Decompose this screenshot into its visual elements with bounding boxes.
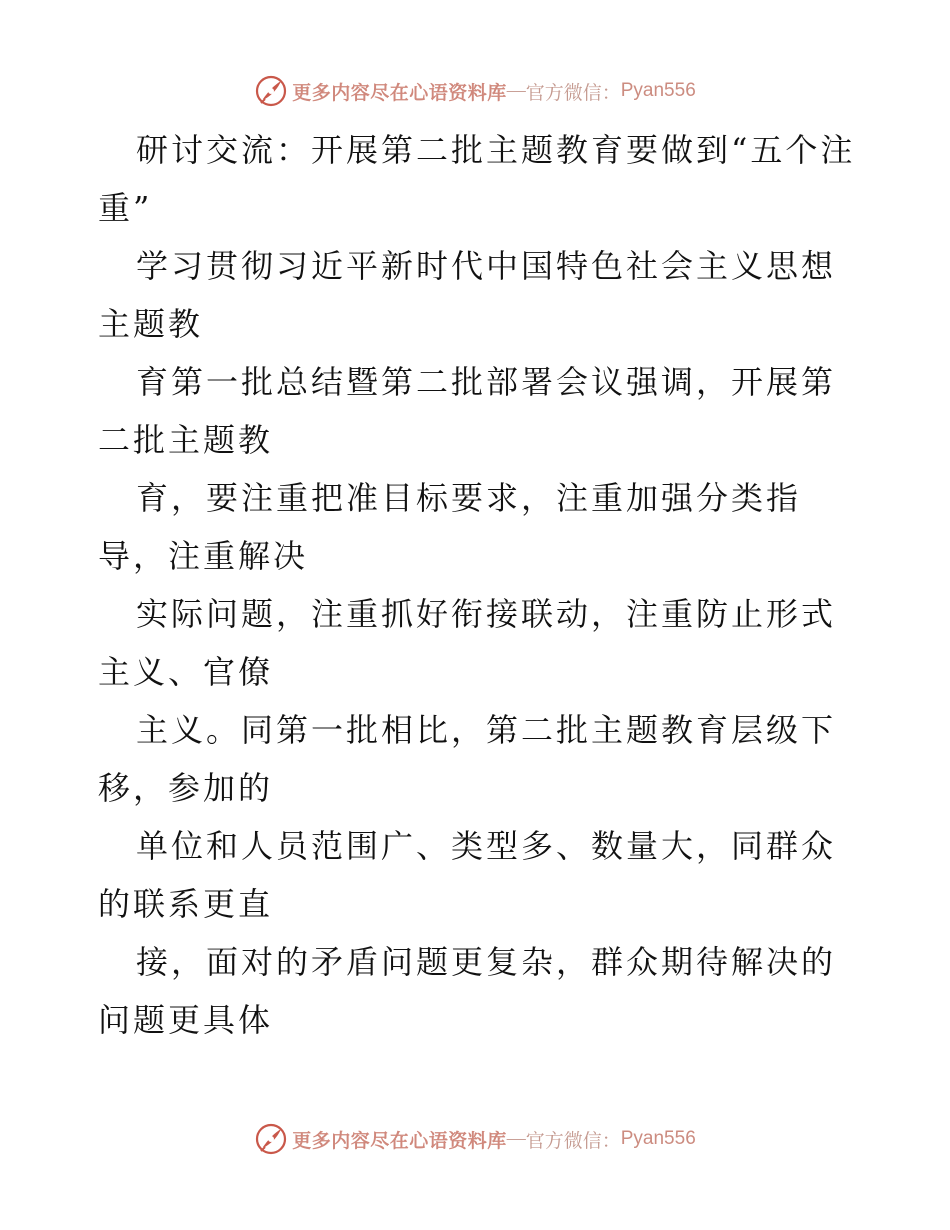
banner-dash: — bbox=[506, 1128, 526, 1149]
quill-pen-logo-icon bbox=[254, 1122, 288, 1156]
banner-wechat-label: 官方微信： bbox=[525, 82, 621, 104]
banner-wechat-id: Pyan556 bbox=[620, 80, 696, 101]
paragraph-line: 主义。同第一批相比，第二批主题教育层级下移，参加的 bbox=[98, 711, 837, 807]
banner-content bbox=[254, 1122, 696, 1156]
paragraph-line: 单位和人员范围广、类型多、数量大，同群众的联系更直 bbox=[98, 827, 837, 923]
document-body bbox=[98, 121, 858, 1049]
paragraph-line: 育，要注重把准目标要求，注重加强分类指导，注重解决 bbox=[98, 479, 802, 575]
paragraph-line: 育第一批总结暨第二批部署会议强调，开展第二批主题教 bbox=[98, 363, 837, 459]
document-title: 研讨交流：开展第二批主题教育要做到“五个注重” bbox=[98, 131, 856, 227]
banner-title: 更多内容尽在心语资料库 bbox=[292, 1129, 507, 1152]
quill-pen-logo-icon bbox=[254, 74, 288, 108]
banner-title: 更多内容尽在心语资料库 bbox=[292, 81, 507, 104]
banner-wechat-id: Pyan556 bbox=[620, 1128, 696, 1149]
banner-wechat-label: 官方微信： bbox=[525, 1130, 621, 1152]
header-banner bbox=[0, 71, 950, 111]
paragraph-line: 实际问题，注重抓好衔接联动，注重防止形式主义、官僚 bbox=[98, 595, 837, 691]
banner-dash: — bbox=[506, 80, 526, 101]
banner-content bbox=[254, 74, 696, 108]
paragraph-line: 接，面对的矛盾问题更复杂，群众期待解决的问题更具体 bbox=[98, 943, 837, 1039]
paragraph-line: 学习贯彻习近平新时代中国特色社会主义思想主题教 bbox=[98, 247, 837, 343]
footer-banner bbox=[0, 1119, 950, 1159]
